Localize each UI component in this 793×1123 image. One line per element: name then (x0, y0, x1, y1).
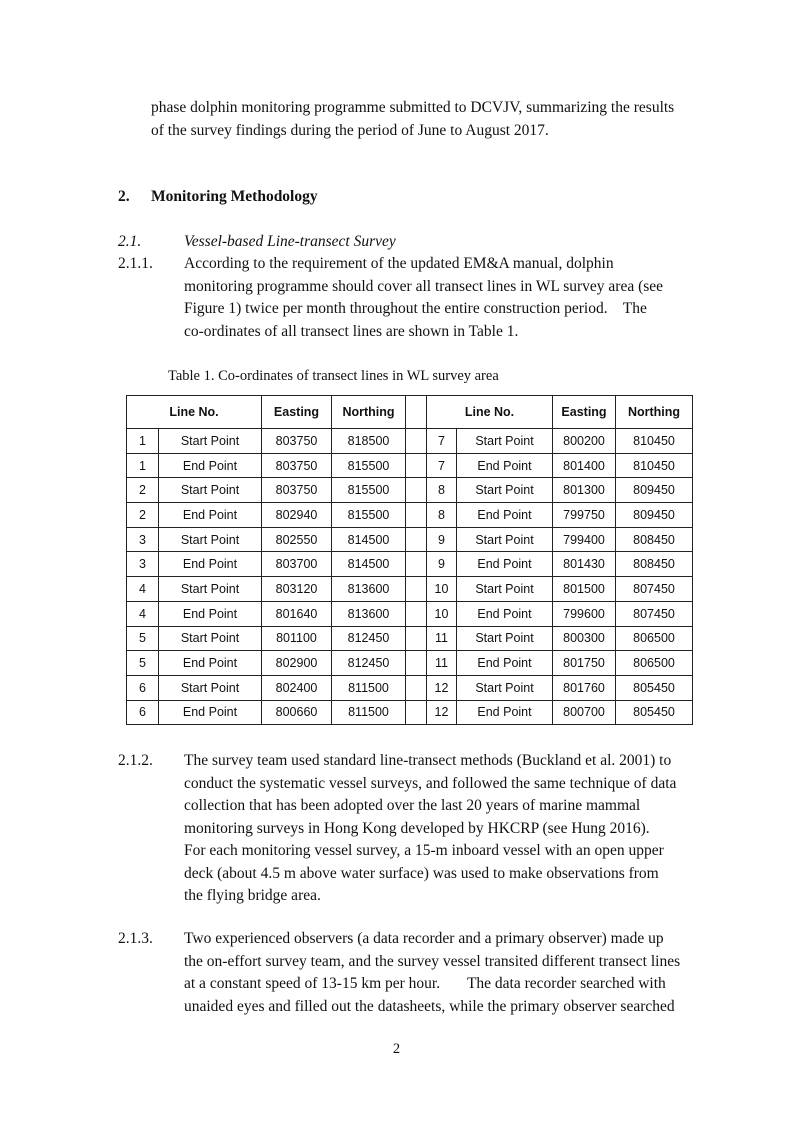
cell-point-type: Start Point (159, 478, 262, 503)
cell-point-type: Start Point (457, 527, 553, 552)
paragraph-2-1-1 (184, 253, 694, 343)
cell-line-number: 8 (427, 478, 457, 503)
cell-easting: 799400 (553, 527, 616, 552)
cell-line-number: 5 (127, 651, 159, 676)
cell-point-type: Start Point (159, 429, 262, 454)
paragraph-line: collection that has been adopted over the last 20 years of marine mammal (184, 797, 641, 814)
cell-easting: 801750 (553, 651, 616, 676)
spacer-cell (406, 626, 427, 651)
header-line-no: Line No. (127, 396, 262, 429)
cell-easting: 801430 (553, 552, 616, 577)
paragraph-line: unaided eyes and filled out the datasheets, while the primary observer searched (184, 997, 675, 1015)
cell-northing: 811500 (332, 700, 406, 725)
table-row (127, 503, 693, 528)
cell-easting: 802940 (262, 503, 332, 528)
section-heading (118, 186, 130, 209)
cell-line-number: 7 (427, 429, 457, 454)
cell-northing: 808450 (616, 527, 693, 552)
cell-point-type: Start Point (159, 626, 262, 651)
intro-line: of the survey findings during the period of June to August 2017. (151, 121, 549, 139)
cell-northing: 815500 (332, 478, 406, 503)
cell-easting: 799600 (553, 601, 616, 626)
table-header-row (127, 396, 693, 429)
paragraph-2-1-3 (184, 928, 694, 1018)
page-number: 2 (392, 1041, 401, 1057)
cell-northing: 806500 (616, 651, 693, 676)
cell-easting: 803120 (262, 577, 332, 602)
cell-northing: 810450 (616, 429, 693, 454)
cell-easting: 800300 (553, 626, 616, 651)
table-row (127, 700, 693, 725)
paragraph-line: the flying bridge area. (184, 887, 321, 904)
paragraph-line: co-ordinates of all transect lines are shown in Table 1. (184, 322, 519, 340)
cell-northing: 805450 (616, 675, 693, 700)
cell-line-number: 10 (427, 601, 457, 626)
cell-point-type: End Point (457, 453, 553, 478)
cell-northing: 818500 (332, 429, 406, 454)
cell-easting: 800200 (553, 429, 616, 454)
cell-point-type: Start Point (457, 478, 553, 503)
cell-point-type: Start Point (159, 675, 262, 700)
cell-northing: 808450 (616, 552, 693, 577)
table-row (127, 675, 693, 700)
cell-point-type: End Point (159, 453, 262, 478)
cell-point-type: Start Point (457, 577, 553, 602)
paragraph-line: For each monitoring vessel survey, a 15-m inboard vessel with an open upper (184, 842, 664, 859)
header-easting: Easting (262, 396, 332, 429)
cell-point-type: End Point (457, 651, 553, 676)
cell-line-number: 6 (127, 675, 159, 700)
table-row (127, 429, 693, 454)
cell-easting: 802400 (262, 675, 332, 700)
cell-point-type: Start Point (457, 429, 553, 454)
paragraph-line: Figure 1) twice per month throughout the entire construction period. The (184, 300, 647, 317)
cell-point-type: End Point (457, 503, 553, 528)
cell-line-number: 8 (427, 503, 457, 528)
section-title: Monitoring Methodology (151, 188, 318, 205)
header-easting: Easting (553, 396, 616, 429)
paragraph-line: Two experienced observers (a data recorder and a primary observer) made up (184, 930, 664, 947)
para-number-2-1-3: 2.1.3. (118, 930, 153, 947)
cell-line-number: 12 (427, 700, 457, 725)
transect-table (126, 395, 693, 725)
cell-northing: 809450 (616, 478, 693, 503)
cell-easting: 803750 (262, 478, 332, 503)
paragraph-line: According to the requirement of the updated EM&A manual, dolphin (184, 255, 614, 272)
cell-point-type: End Point (457, 601, 553, 626)
cell-line-number: 2 (127, 478, 159, 503)
cell-point-type: End Point (159, 700, 262, 725)
cell-northing: 807450 (616, 601, 693, 626)
cell-easting: 800660 (262, 700, 332, 725)
spacer-cell (406, 478, 427, 503)
cell-line-number: 1 (127, 429, 159, 454)
cell-easting: 802550 (262, 527, 332, 552)
cell-line-number: 2 (127, 503, 159, 528)
spacer-cell (406, 601, 427, 626)
cell-line-number: 10 (427, 577, 457, 602)
cell-northing: 812450 (332, 626, 406, 651)
paragraph-line: monitoring surveys in Hong Kong developed by HKCRP (see Hung 2016). (184, 819, 650, 837)
cell-northing: 814500 (332, 552, 406, 577)
cell-point-type: Start Point (159, 527, 262, 552)
paragraph-line: The survey team used standard line-transect methods (Buckland et al. 2001) to (184, 752, 672, 769)
cell-point-type: Start Point (457, 675, 553, 700)
cell-point-type: End Point (457, 700, 553, 725)
spacer-cell (406, 396, 427, 429)
spacer-cell (406, 429, 427, 454)
cell-easting: 801760 (553, 675, 616, 700)
table-row (127, 577, 693, 602)
cell-northing: 806500 (616, 626, 693, 651)
cell-northing: 813600 (332, 601, 406, 626)
cell-line-number: 7 (427, 453, 457, 478)
cell-easting: 803750 (262, 453, 332, 478)
cell-line-number: 5 (127, 626, 159, 651)
table-row (127, 651, 693, 676)
cell-northing: 813600 (332, 577, 406, 602)
cell-easting: 799750 (553, 503, 616, 528)
cell-line-number: 6 (127, 700, 159, 725)
table-row (127, 478, 693, 503)
cell-line-number: 12 (427, 675, 457, 700)
cell-easting: 801640 (262, 601, 332, 626)
subsection-title: Vessel-based Line-transect Survey (184, 233, 396, 250)
cell-line-number: 9 (427, 527, 457, 552)
cell-line-number: 1 (127, 453, 159, 478)
cell-point-type: Start Point (159, 577, 262, 602)
paragraph-line: the on-effort survey team, and the survey vessel transited different transect lines (184, 952, 681, 970)
cell-line-number: 9 (427, 552, 457, 577)
cell-point-type: End Point (159, 601, 262, 626)
cell-northing: 815500 (332, 503, 406, 528)
paragraph-line: at a constant speed of 13-15 km per hour. The data recorder searched with (184, 975, 666, 992)
cell-easting: 802900 (262, 651, 332, 676)
cell-northing: 809450 (616, 503, 693, 528)
table-row (127, 601, 693, 626)
para-number-2-1-2: 2.1.2. (118, 752, 153, 769)
cell-easting: 803750 (262, 429, 332, 454)
cell-easting: 801400 (553, 453, 616, 478)
cell-northing: 805450 (616, 700, 693, 725)
table-caption: Table 1. Co-ordinates of transect lines in WL survey area (168, 368, 499, 384)
cell-northing: 815500 (332, 453, 406, 478)
header-northing: Northing (332, 396, 406, 429)
cell-line-number: 11 (427, 626, 457, 651)
cell-easting: 800700 (553, 700, 616, 725)
header-line-no: Line No. (427, 396, 553, 429)
cell-northing: 807450 (616, 577, 693, 602)
cell-point-type: End Point (457, 552, 553, 577)
cell-easting: 803700 (262, 552, 332, 577)
cell-northing: 810450 (616, 453, 693, 478)
cell-easting: 801100 (262, 626, 332, 651)
spacer-cell (406, 700, 427, 725)
cell-line-number: 4 (127, 577, 159, 602)
paragraph-line: deck (about 4.5 m above water surface) was used to make observations from (184, 864, 659, 882)
cell-point-type: Start Point (457, 626, 553, 651)
spacer-cell (406, 453, 427, 478)
paragraph-line: conduct the systematic vessel surveys, and followed the same technique of data (184, 774, 677, 792)
header-northing: Northing (616, 396, 693, 429)
intro-paragraph (151, 97, 674, 142)
cell-point-type: End Point (159, 651, 262, 676)
subsection-number: 2.1. (118, 233, 142, 250)
spacer-cell (406, 552, 427, 577)
cell-line-number: 4 (127, 601, 159, 626)
cell-line-number: 3 (127, 552, 159, 577)
table-row (127, 453, 693, 478)
intro-line: phase dolphin monitoring programme submitted to DCVJV, summarizing the results (151, 99, 675, 116)
spacer-cell (406, 503, 427, 528)
cell-northing: 812450 (332, 651, 406, 676)
paragraph-line: monitoring programme should cover all transect lines in WL survey area (see (184, 277, 664, 295)
para-number-2-1-1: 2.1.1. (118, 255, 153, 272)
cell-line-number: 3 (127, 527, 159, 552)
cell-northing: 814500 (332, 527, 406, 552)
table-row (127, 626, 693, 651)
spacer-cell (406, 651, 427, 676)
spacer-cell (406, 675, 427, 700)
spacer-cell (406, 577, 427, 602)
cell-easting: 801300 (553, 478, 616, 503)
spacer-cell (406, 527, 427, 552)
paragraph-2-1-2 (184, 750, 694, 908)
table-row (127, 552, 693, 577)
table-row (127, 527, 693, 552)
cell-easting: 801500 (553, 577, 616, 602)
cell-line-number: 11 (427, 651, 457, 676)
cell-point-type: End Point (159, 552, 262, 577)
cell-northing: 811500 (332, 675, 406, 700)
cell-point-type: End Point (159, 503, 262, 528)
section-number: 2. (118, 188, 130, 205)
